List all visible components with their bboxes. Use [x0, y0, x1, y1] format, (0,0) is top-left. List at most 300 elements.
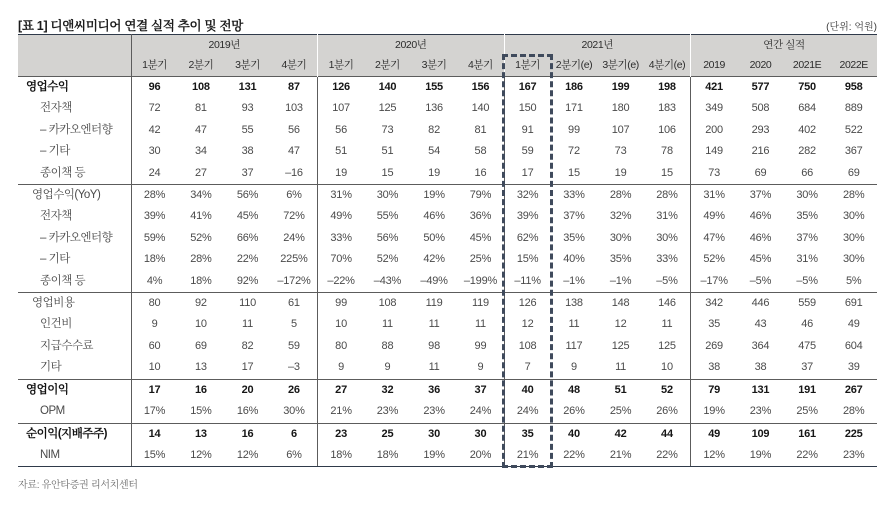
cell-r1-c10: 180 [611, 102, 630, 115]
cell-r6-c7: 36% [469, 210, 492, 223]
cell-r10-c13: 446 [737, 293, 784, 315]
header-col-10: 3분기(e) [597, 55, 644, 77]
cell-r13-c5: 9 [384, 361, 391, 374]
table-header [18, 35, 877, 77]
cell-r1-c2: 93 [241, 102, 254, 115]
cell-r12-c14: 475 [798, 339, 816, 352]
cell-r9-c2: 92% [236, 274, 259, 287]
cell-r7-c8: 62% [504, 228, 551, 249]
cell-r17-c10: 21% [597, 445, 644, 467]
cell-r11-c1: 10 [195, 318, 207, 331]
cell-r12-c6: 98 [428, 339, 440, 352]
cell-r5-c1: 34% [178, 185, 225, 207]
cell-r4-c10: 19 [614, 166, 627, 179]
cell-r11-c15: 49 [847, 318, 860, 331]
table-row [18, 401, 877, 423]
cell-r8-c6: 42% [423, 253, 445, 266]
cell-r12-c8: 108 [504, 336, 551, 357]
cell-r3-c8: 59 [504, 141, 551, 162]
cell-r2-c10: 107 [611, 123, 630, 136]
cell-r17-c6: 19% [411, 445, 458, 467]
cell-r7-c14: 37% [796, 231, 818, 244]
cell-r17-c0: 15% [131, 445, 178, 467]
cell-r3-c2: 38 [241, 145, 254, 158]
header-col-5: 2분기 [364, 55, 411, 77]
cell-r5-c3: 6% [271, 185, 318, 207]
cell-r16-c3: 6 [271, 423, 318, 445]
table-row [18, 163, 877, 185]
header-col-14: 2021E [784, 55, 831, 77]
cell-r17-c7: 20% [457, 445, 504, 467]
cell-r14-c14: 191 [784, 379, 831, 401]
cell-r14-c3: 26 [271, 379, 318, 401]
cell-r9-c12: –17% [691, 271, 738, 293]
cell-r9-c1: 18% [190, 274, 212, 287]
cell-r6-c1: 41% [190, 210, 212, 223]
row-label: – 기타 [18, 141, 131, 162]
cell-r12-c15: 604 [844, 339, 863, 352]
row-label: 종이책 등 [18, 163, 131, 185]
cell-r5-c6: 19% [411, 185, 458, 207]
cell-r2-c15: 522 [844, 123, 863, 136]
cell-r10-c6: 119 [411, 293, 458, 315]
cell-r17-c9: 22% [551, 445, 598, 467]
row-label: 전자책 [18, 206, 131, 227]
cell-r3-c12: 149 [691, 141, 738, 162]
cell-r16-c1: 13 [178, 423, 225, 445]
cell-r12-c2: 82 [241, 339, 254, 352]
cell-r3-c7: 58 [474, 145, 487, 158]
header-col-6: 3분기 [411, 55, 458, 77]
cell-r7-c9: 35% [563, 231, 585, 244]
table-row [18, 314, 877, 335]
cell-r9-c5: –43% [373, 274, 402, 287]
cell-r2-c1: 47 [195, 123, 207, 136]
cell-r1-c9: 171 [565, 102, 583, 115]
header-group-3: 연간 실적 [691, 35, 878, 56]
header-col-7: 4분기 [457, 55, 504, 77]
cell-r10-c12: 342 [691, 293, 738, 315]
cell-r0-c15: 958 [830, 77, 877, 99]
cell-r0-c7: 156 [457, 77, 504, 99]
cell-r8-c0: 18% [131, 249, 178, 270]
cell-r17-c4: 18% [318, 445, 365, 467]
header-col-4: 1분기 [318, 55, 365, 77]
cell-r2-c6: 82 [428, 123, 440, 136]
cell-r7-c13: 46% [749, 231, 772, 244]
header-column-row [18, 55, 877, 77]
cell-r2-c7: 81 [474, 123, 487, 136]
header-col-9: 2분기(e) [551, 55, 598, 77]
cell-r15-c14: 25% [796, 405, 818, 418]
cell-r5-c8: 32% [504, 185, 551, 207]
cell-r6-c10: 32% [609, 210, 632, 223]
cell-r0-c5: 140 [364, 77, 411, 99]
cell-r9-c7: –199% [463, 274, 498, 287]
cell-r13-c7: 9 [477, 361, 484, 374]
cell-r16-c9: 40 [551, 423, 598, 445]
cell-r14-c1: 16 [178, 379, 225, 401]
cell-r14-c10: 51 [597, 379, 644, 401]
cell-r6-c6: 46% [423, 210, 445, 223]
cell-r6-c4: 49% [318, 206, 365, 227]
cell-r10-c15: 691 [830, 293, 877, 315]
cell-r7-c1: 52% [190, 231, 212, 244]
cell-r7-c5: 56% [376, 231, 399, 244]
cell-r7-c0: 59% [131, 228, 178, 249]
cell-r0-c1: 108 [178, 77, 225, 99]
cell-r10-c14: 559 [784, 293, 831, 315]
cell-r10-c1: 92 [178, 293, 225, 315]
cell-r4-c0: 24 [131, 163, 178, 185]
cell-r9-c15: 5% [845, 274, 862, 287]
cell-r14-c2: 20 [224, 379, 271, 401]
cell-r7-c4: 33% [318, 228, 365, 249]
cell-r9-c0: 4% [131, 271, 178, 293]
cell-r1-c14: 684 [798, 102, 816, 115]
header-col-2: 3분기 [224, 55, 271, 77]
cell-r12-c11: 125 [658, 339, 676, 352]
cell-r8-c10: 35% [609, 253, 632, 266]
cell-r6-c12: 49% [691, 206, 738, 227]
cell-r4-c15: 69 [847, 166, 860, 179]
cell-r0-c9: 186 [551, 77, 598, 99]
cell-r14-c0: 17 [131, 379, 178, 401]
cell-r7-c10: 30% [609, 231, 632, 244]
cell-r9-c9: –1% [563, 274, 585, 287]
cell-r14-c12: 79 [691, 379, 738, 401]
table-row [18, 336, 877, 357]
cell-r15-c12: 19% [691, 401, 738, 423]
cell-r17-c12: 12% [691, 445, 738, 467]
cell-r8-c7: 25% [469, 253, 492, 266]
cell-r5-c15: 28% [830, 185, 877, 207]
cell-r2-c4: 56 [318, 120, 365, 141]
cell-r13-c3: –3 [288, 361, 300, 374]
financial-table [18, 34, 877, 467]
row-label: 지급수수료 [18, 336, 131, 357]
unit-note: (단위: 억원) [826, 22, 877, 33]
cell-r13-c13: 38 [754, 361, 767, 374]
table-row [18, 271, 877, 293]
cell-r11-c14: 46 [801, 318, 814, 331]
cell-r4-c11: 15 [661, 166, 673, 179]
cell-r15-c11: 26% [656, 405, 678, 418]
cell-r10-c10: 148 [597, 293, 644, 315]
cell-r13-c4: 9 [318, 357, 365, 379]
cell-r10-c0: 80 [131, 293, 178, 315]
cell-r8-c5: 52% [376, 253, 399, 266]
cell-r9-c13: –5% [749, 274, 772, 287]
cell-r4-c12: 73 [691, 163, 738, 185]
row-label: OPM [18, 401, 131, 423]
cell-r3-c4: 51 [318, 141, 365, 162]
cell-r5-c13: 37% [737, 185, 784, 207]
cell-r17-c3: 6% [271, 445, 318, 467]
cell-r1-c0: 72 [131, 98, 178, 119]
cell-r7-c2: 66% [236, 231, 259, 244]
cell-r1-c3: 103 [285, 102, 303, 115]
cell-r14-c7: 37 [457, 379, 504, 401]
row-label: 영업이익 [18, 379, 131, 401]
cell-r12-c4: 80 [318, 336, 365, 357]
cell-r16-c12: 49 [691, 423, 738, 445]
cell-r3-c9: 72 [568, 145, 580, 158]
row-label: 영업비용 [18, 293, 131, 315]
cell-r16-c13: 109 [737, 423, 784, 445]
row-label: – 카카오엔터향 [18, 228, 131, 249]
cell-r4-c9: 15 [568, 166, 580, 179]
cell-r13-c0: 10 [131, 357, 178, 379]
cell-r4-c1: 27 [195, 166, 207, 179]
cell-r6-c5: 55% [376, 210, 399, 223]
cell-r14-c11: 52 [644, 379, 691, 401]
cell-r0-c13: 577 [737, 77, 784, 99]
cell-r3-c13: 216 [751, 145, 770, 158]
cell-r17-c14: 22% [784, 445, 831, 467]
header-col-11: 4분기(e) [644, 55, 691, 77]
cell-r2-c9: 99 [568, 123, 580, 136]
cell-r13-c14: 37 [801, 361, 814, 374]
cell-r10-c7: 119 [457, 293, 504, 315]
cell-r0-c14: 750 [784, 77, 831, 99]
table-row [18, 98, 877, 119]
cell-r5-c0: 28% [131, 185, 178, 207]
cell-r13-c15: 39 [847, 361, 860, 374]
cell-r12-c10: 125 [611, 339, 630, 352]
table-row [18, 445, 877, 467]
table-row [18, 228, 877, 249]
cell-r11-c13: 43 [754, 318, 767, 331]
cell-r12-c3: 59 [288, 339, 300, 352]
cell-r8-c3: 225% [280, 253, 308, 266]
cell-r8-c9: 40% [563, 253, 585, 266]
cell-r15-c3: 30% [283, 405, 305, 418]
cell-r6-c11: 31% [656, 210, 678, 223]
cell-r6-c2: 45% [236, 210, 259, 223]
table-row [18, 423, 877, 445]
cell-r11-c12: 35 [691, 314, 738, 335]
cell-r5-c2: 56% [224, 185, 271, 207]
cell-r2-c11: 106 [658, 123, 676, 136]
cell-r15-c2: 16% [236, 405, 259, 418]
cell-r1-c11: 183 [658, 102, 676, 115]
cell-r5-c5: 30% [364, 185, 411, 207]
cell-r7-c6: 50% [423, 231, 445, 244]
caption-row [18, 0, 877, 34]
cell-r2-c0: 42 [131, 120, 178, 141]
cell-r10-c11: 146 [644, 293, 691, 315]
table-row [18, 206, 877, 227]
cell-r3-c6: 54 [428, 145, 440, 158]
cell-r7-c15: 30% [843, 231, 865, 244]
cell-r10-c4: 99 [318, 293, 365, 315]
cell-r16-c2: 16 [224, 423, 271, 445]
cell-r3-c0: 30 [131, 141, 178, 162]
cell-r12-c1: 69 [195, 339, 207, 352]
cell-r5-c4: 31% [318, 185, 365, 207]
cell-r1-c4: 107 [318, 98, 365, 119]
cell-r14-c13: 131 [737, 379, 784, 401]
cell-r15-c4: 21% [318, 401, 365, 423]
cell-r7-c7: 45% [469, 231, 492, 244]
cell-r1-c13: 508 [751, 102, 770, 115]
table-row [18, 185, 877, 207]
cell-r13-c12: 38 [691, 357, 738, 379]
cell-r2-c2: 55 [241, 123, 254, 136]
cell-r3-c5: 51 [381, 145, 394, 158]
cell-r3-c15: 367 [844, 145, 863, 158]
header-col-15: 2022E [830, 55, 877, 77]
cell-r15-c1: 15% [190, 405, 212, 418]
cell-r16-c8: 35 [504, 423, 551, 445]
cell-r16-c15: 225 [830, 423, 877, 445]
cell-r1-c12: 349 [691, 98, 738, 119]
cell-r6-c0: 39% [131, 206, 178, 227]
cell-r11-c2: 11 [242, 318, 254, 331]
cell-r14-c5: 32 [364, 379, 411, 401]
row-label: – 기타 [18, 249, 131, 270]
cell-r0-c8: 167 [504, 77, 551, 99]
cell-r0-c10: 199 [597, 77, 644, 99]
cell-r16-c14: 161 [784, 423, 831, 445]
cell-r8-c15: 30% [843, 253, 865, 266]
cell-r9-c6: –49% [420, 274, 448, 287]
cell-r15-c10: 25% [609, 405, 632, 418]
cell-r11-c9: 11 [568, 318, 580, 331]
row-label: 종이책 등 [18, 271, 131, 293]
cell-r8-c13: 45% [749, 253, 772, 266]
cell-r5-c14: 30% [784, 185, 831, 207]
cell-r1-c8: 150 [504, 98, 551, 119]
cell-r15-c7: 24% [469, 405, 492, 418]
cell-r14-c15: 267 [830, 379, 877, 401]
cell-r2-c13: 293 [751, 123, 770, 136]
header-group-0: 2019년 [131, 35, 318, 56]
cell-r10-c8: 126 [504, 293, 551, 315]
table-row [18, 293, 877, 315]
row-label: 영업수익 [18, 77, 131, 99]
cell-r12-c12: 269 [691, 336, 738, 357]
cell-r16-c0: 14 [131, 423, 178, 445]
cell-r3-c14: 282 [798, 145, 816, 158]
cell-r10-c3: 61 [271, 293, 318, 315]
cell-r0-c0: 96 [131, 77, 178, 99]
table-row [18, 357, 877, 379]
cell-r4-c7: 16 [474, 166, 487, 179]
cell-r1-c7: 140 [471, 102, 490, 115]
cell-r0-c3: 87 [271, 77, 318, 99]
header-col-13: 2020 [737, 55, 784, 77]
cell-r8-c12: 52% [691, 249, 738, 270]
cell-r16-c7: 30 [457, 423, 504, 445]
cell-r2-c8: 91 [504, 120, 551, 141]
cell-r13-c10: 11 [615, 361, 627, 374]
cell-r16-c4: 23 [318, 423, 365, 445]
cell-r6-c15: 30% [843, 210, 865, 223]
cell-r7-c11: 30% [656, 231, 678, 244]
cell-r5-c7: 79% [457, 185, 504, 207]
cell-r5-c9: 33% [551, 185, 598, 207]
header-col-12: 2019 [691, 55, 738, 77]
cell-r2-c3: 56 [288, 123, 300, 136]
cell-r0-c12: 421 [691, 77, 738, 99]
cell-r1-c6: 136 [425, 102, 443, 115]
header-col-8: 1분기 [504, 55, 551, 77]
cell-r9-c3: –172% [277, 274, 311, 287]
cell-r3-c1: 34 [195, 145, 207, 158]
row-label: 기타 [18, 357, 131, 379]
row-label: 전자책 [18, 98, 131, 119]
cell-r12-c9: 117 [565, 339, 583, 352]
cell-r14-c6: 36 [411, 379, 458, 401]
cell-r4-c8: 17 [504, 163, 551, 185]
cell-r2-c5: 73 [381, 123, 394, 136]
cell-r17-c15: 23% [830, 445, 877, 467]
cell-r7-c12: 47% [691, 228, 738, 249]
row-label: – 카카오엔터향 [18, 120, 131, 141]
cell-r13-c1: 13 [195, 361, 207, 374]
cell-r0-c2: 131 [224, 77, 271, 99]
cell-r8-c8: 15% [504, 249, 551, 270]
cell-r13-c11: 10 [661, 361, 673, 374]
cell-r11-c4: 10 [318, 314, 365, 335]
cell-r8-c1: 28% [190, 253, 212, 266]
cell-r11-c6: 11 [428, 318, 440, 331]
cell-r17-c2: 12% [224, 445, 271, 467]
cell-r11-c11: 11 [661, 318, 673, 331]
cell-r11-c7: 11 [474, 318, 486, 331]
cell-r0-c4: 126 [318, 77, 365, 99]
table-row [18, 379, 877, 401]
cell-r3-c3: 47 [288, 145, 300, 158]
row-label: 인건비 [18, 314, 131, 335]
cell-r11-c5: 11 [381, 318, 393, 331]
page-title: [표 1] 디앤씨미디어 연결 실적 추이 및 전망 [18, 19, 243, 33]
cell-r16-c5: 25 [364, 423, 411, 445]
cell-r8-c14: 31% [796, 253, 818, 266]
cell-r4-c6: 19 [428, 166, 440, 179]
cell-r17-c8: 21% [504, 445, 551, 467]
cell-r16-c6: 30 [411, 423, 458, 445]
cell-r13-c6: 11 [428, 361, 440, 374]
cell-r17-c13: 19% [737, 445, 784, 467]
cell-r12-c13: 364 [751, 339, 770, 352]
cell-r9-c14: –5% [796, 274, 818, 287]
cell-r9-c4: –22% [318, 271, 365, 293]
table-row [18, 120, 877, 141]
cell-r15-c13: 23% [749, 405, 772, 418]
cell-r15-c5: 23% [376, 405, 399, 418]
cell-r1-c5: 125 [378, 102, 397, 115]
cell-r6-c9: 37% [563, 210, 585, 223]
cell-r10-c2: 110 [224, 293, 271, 315]
cell-r15-c15: 28% [843, 405, 865, 418]
cell-r11-c10: 12 [614, 318, 627, 331]
cell-r17-c1: 12% [178, 445, 225, 467]
cell-r10-c9: 138 [551, 293, 598, 315]
cell-r7-c3: 24% [283, 231, 305, 244]
cell-r15-c6: 23% [423, 405, 445, 418]
cell-r14-c9: 48 [551, 379, 598, 401]
cell-r15-c9: 26% [563, 405, 585, 418]
cell-r14-c8: 40 [504, 379, 551, 401]
header-group-2: 2021년 [504, 35, 691, 56]
header-col-3: 4분기 [271, 55, 318, 77]
cell-r5-c10: 28% [597, 185, 644, 207]
cell-r2-c12: 200 [691, 120, 738, 141]
cell-r6-c14: 35% [796, 210, 818, 223]
